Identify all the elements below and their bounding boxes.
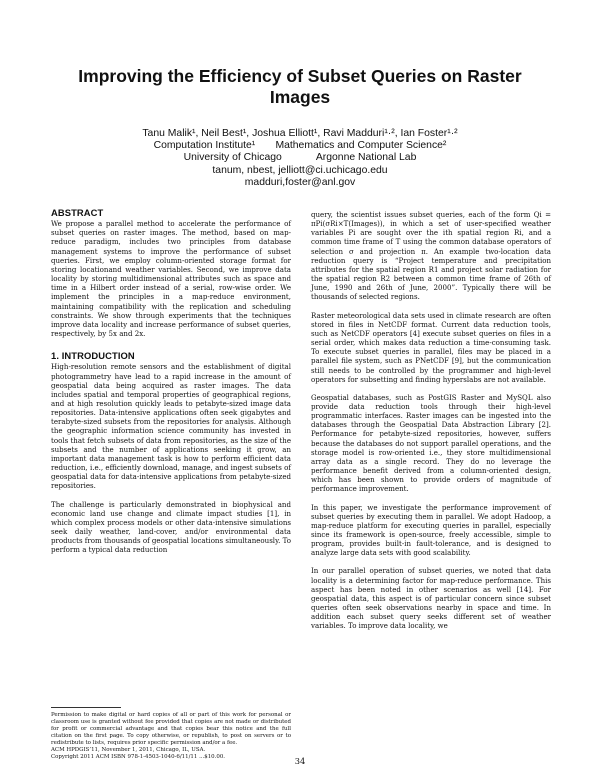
footnote-divider	[51, 707, 121, 708]
venue-text: ACM HPDGIS’11, November 1, 2011, Chicago, IL, USA.	[51, 746, 206, 753]
copyright-footnote	[51, 712, 291, 761]
affiliation-line-2: University of Chicago Argonne National Lab	[183, 152, 417, 164]
left-column	[51, 208, 291, 563]
right-paragraph-5: In our parallel operation of subset queries, we noted that data locality is a determining factor for map-reduce performance. This aspect has been noted in other scenarios as well [14]. For geospatial data, this aspect is of particular concern since subset queries often seek observations nearby in space and time. In addition each subset query seeks different set of weather variables. To improve data locality, we	[311, 566, 551, 631]
affiliation-line-1: Computation Institute¹ Mathematics and Computer Science²	[153, 140, 447, 152]
paper-title: Improving the Efficiency of Subset Queries on Raster Images	[78, 66, 522, 107]
permission-text: Permission to make digital or hard copies of all or part of this work for personal or classroom use is granted without fee provided that copies are not made or distributed for profit or commercial advantage and that copies bear this notice and the full citation on the first page. To copy otherwise, or republish, to post on servers or to redistribute to lists, requires prior specific permission and/or a fee.	[51, 712, 291, 746]
abstract-text: We propose a parallel method to accelerate the performance of subset queries on raster images. The method, based on map-reduce paradigm, includes two principles from database management systems to improve the performance of subset queries. First, we employ column-oriented storage format for storing locationand weather variables. Second, we improve data locality by storing multidimensional attributes such as space and time in a Hilbert order instead of a serial, row-wise order. We implement the principles in a map-reduce environment, maintaining compatibility with the replication and scheduling constraints. We show through experiments that the techniques improve data locality and increase performance of subset queries, respectively, by 5x and 2x.	[51, 219, 291, 339]
authors-line: Tanu Malik¹, Neil Best¹, Joshua Elliott¹, Ravi Madduri¹·², Ian Foster¹·²	[142, 128, 458, 139]
right-paragraph-2: Raster meteorological data sets used in climate research are often stored in files in NetCDF format. Current data reduction tools, such as NetCDF operators [4] execute subset queries on files in a serial order, which makes data reduction a time-consuming task. To execute subset queries in parallel, files may be placed in a parallel file system, such as PNetCDF [9], but the communication still needs to be controlled by the programmer and high-level operators for subsetting and finding hyperslabs are not available.	[311, 310, 551, 384]
email-line-1: tanum, nbest, jelliott@ci.uchicago.edu	[212, 164, 388, 176]
intro-paragraph-2: The challenge is particularly demonstrated in biophysical and economic land use change and climate impact studies [1], in which complex process models or other data-intensive simulations seek daily weather, land-cover, and/or environmental data products from thousands of geospatial locations simultaneously. To perform a typical data reduction	[51, 499, 291, 555]
right-paragraph-1: query, the scientist issues subset queries, each of the form Qi = πPi(σRi×T(Images)), in which a set of user-specified weather variables Pi are sought over the ith spatial region Ri, and a common time frame of T using the common database operators of selection σ and projection π. An example two-location data reduction query is “Project temperature and precipitation attributes for the spatial region R1 and project solar radiation for the spatial region R2 between a common time frame of 26th of June, 1990 and 26th of June, 2000”. Typically there will be thousands of selected regions.	[311, 210, 551, 302]
intro-paragraph-1: High-resolution remote sensors and the establishment of digital photogrammetry have lead to a rapid increase in the amount of geospatial data being acquired as raster images. The data includes spatial and temporal properties of geographical regions, and at high resolution quickly leads to petabyte-sized image data repositories. Data-intensive applications often seek gigabytes and terabyte-sized subsets from the repositories for analysis. Although the geographic information science community has invested in tools that fetch subsets of data from repositories, as the size of the subsets and the number of applications seeking it grow, an important data management task is how to perform efficient data reduction, i.e., efficiently download, manage, and ingest subsets of geospatial data for data-intensive applications from petabyte-sized repositories.	[51, 362, 291, 491]
author-block	[90, 128, 510, 189]
right-column	[311, 210, 551, 640]
copyright-text: Copyright 2011 ACM ISBN 978-1-4503-1040-6/11/11 ...$10.00.	[51, 753, 226, 760]
right-paragraph-3: Geospatial databases, such as PostGIS Raster and MySQL also provide data reduction tools through their high-level programmatic interfaces. Raster images can be ingested into the databases through the Geospatial Data Abstraction Library [2]. Performance for petabyte-sized repositories, however, suffers because the databases do not support parallel operations, and the storage model is row-oriented i.e., they store multidimensional array data as a single record. They do no leverage the performance benefit derived from a column-oriented design, which has been shown to provide orders of magnitude of performance improvement.	[311, 392, 551, 494]
email-line-2: madduri,foster@anl.gov	[244, 176, 356, 188]
page-number: 34	[294, 756, 306, 766]
right-paragraph-4: In this paper, we investigate the performance improvement of subset queries by executing them in parallel. We adopt Hadoop, a map-reduce platform for executing queries in parallel, especially since its framework is open-source, freely accessible, simple to program, provides built-in fault-tolerance, and is designed to analyze large data sets with good scalability.	[311, 502, 551, 558]
abstract-heading: ABSTRACT	[51, 207, 104, 218]
introduction-heading: 1. INTRODUCTION	[51, 350, 135, 362]
